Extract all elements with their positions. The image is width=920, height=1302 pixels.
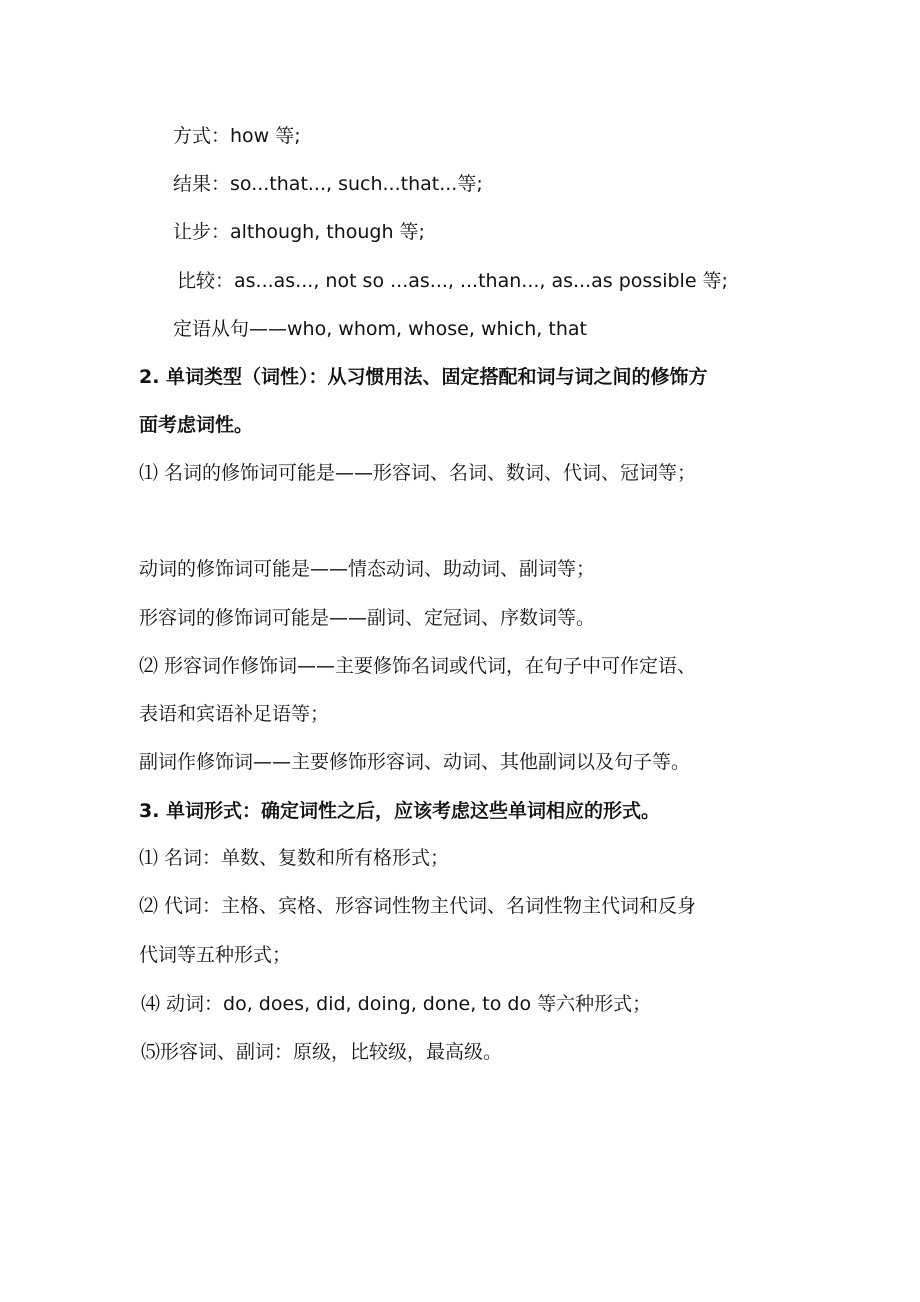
text-line: 表语和宾语补足语等； (139, 703, 330, 725)
text-line: ⑵ 代词：主格、宾格、形容词性物主代词、名词性物主代词和反身 (139, 895, 697, 917)
text-line: 形容词的修饰词可能是——副词、定冠词、序数词等。 (139, 607, 596, 629)
text-line: 代词等五种形式； (139, 944, 292, 966)
text-line: ⑴ 名词的修饰词可能是——形容词、名词、数词、代词、冠词等； (139, 462, 697, 484)
section-heading: 2. 单词类型（词性）：从习惯用法、固定搭配和词与词之间的修饰方 (139, 366, 708, 388)
text-line: 动词的修饰词可能是——情态动词、助动词、副词等； (139, 558, 596, 580)
text-line: 结果：so...that..., such...that...等; (173, 173, 483, 195)
text-line: ⑵ 形容词作修饰词——主要修饰名词或代词，在句子中可作定语、 (139, 655, 697, 677)
text-line: ⑸形容词、副词：原级，比较级，最高级。 (141, 1041, 503, 1063)
text-line: ⑴ 名词：单数、复数和所有格形式； (139, 847, 450, 869)
text-line: 副词作修饰词——主要修饰形容词、动词、其他副词以及句子等。 (139, 751, 691, 773)
text-line: 比较：as...as..., not so ...as..., ...than..., as...as possible 等; (177, 270, 728, 292)
text-line: ⑷ 动词：do, does, did, doing, done, to do 等六种形式； (141, 993, 652, 1015)
section-heading: 3. 单词形式：确定词性之后，应该考虑这些单词相应的形式。 (139, 800, 661, 822)
section-heading: 面考虑词性。 (139, 414, 254, 436)
text-line: 定语从句——who, whom, whose, which, that (173, 318, 587, 340)
text-line: 让步：although, though 等; (173, 221, 425, 243)
text-line: 方式：how 等; (173, 125, 301, 147)
